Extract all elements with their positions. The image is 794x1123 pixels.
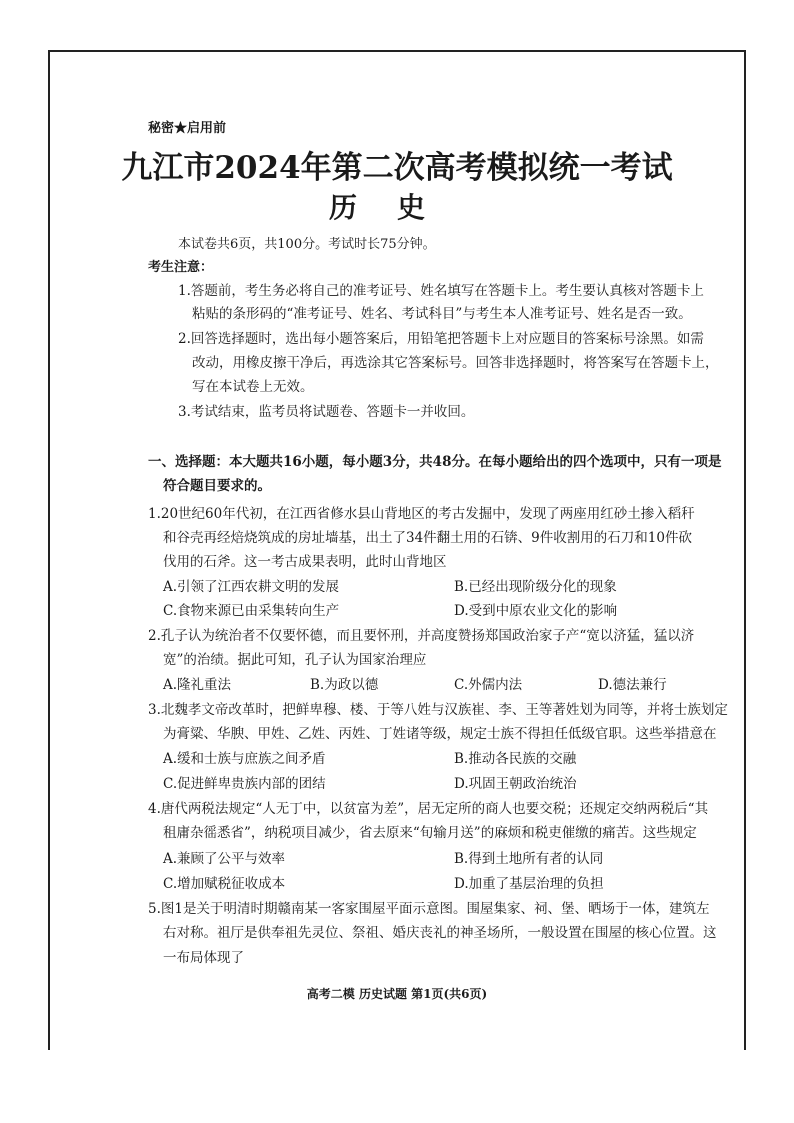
notice-line: 粘贴的条形码的“准考证号、姓名、考试科目”与考生本人准考证号、姓名是否一致。 xyxy=(192,306,692,322)
section-heading: 一、选择题：本大题共16小题，每小题3分，共48分。在每小题给出的四个选项中，只有一项是 xyxy=(148,454,722,470)
question-3-option-d: D.巩固王朝政治统治 xyxy=(454,776,577,792)
question-4-option-c: C.增加赋税征收成本 xyxy=(163,876,286,892)
question-5-text: 一布局体现了 xyxy=(163,950,244,966)
exam-title: 九江市2024年第二次高考模拟统一考试 xyxy=(121,150,673,186)
confidential-label: 秘密★启用前 xyxy=(148,121,227,136)
section-heading-cont: 符合题目要求的。 xyxy=(163,478,271,494)
question-2-option-c: C.外儒内法 xyxy=(454,677,523,693)
notice-line: 3.考试结束，监考员将试题卷、答题卡一并收回。 xyxy=(178,404,475,420)
question-2-option-a: A.隆礼重法 xyxy=(163,677,232,693)
question-3-text: 3.北魏孝文帝改革时，把鲜卑穆、楼、于等八姓与汉族崔、李、王等著姓划为同等，并将士族划定 xyxy=(148,702,728,718)
question-4-text: 4.唐代两税法规定“人无丁中，以贫富为差”，居无定所的商人也要交税；还规定交纳两税后“其 xyxy=(148,801,709,817)
question-5-text: 右对称。祖厅是供奉祖先灵位、祭祖、婚庆丧礼的神圣场所，一般设置在围屋的核心位置。这 xyxy=(163,925,717,941)
notice-line: 1.答题前，考生务必将自己的准考证号、姓名填写在答题卡上。考生要认真核对答题卡上 xyxy=(178,283,704,299)
notice-heading: 考生注意： xyxy=(148,260,214,275)
question-1-text: 和谷壳再经焙烧筑成的房址墙基，出土了34件翻土用的石锛、9件收割用的石刀和10件砍 xyxy=(163,530,692,546)
question-1-text: 伐用的石斧。这一考古成果表明，此时山背地区 xyxy=(163,554,447,570)
question-2-text: 2.孔子认为统治者不仅要怀德，而且要怀刑，并高度赞扬郑国政治家子产“宽以济猛，猛以济 xyxy=(148,628,695,644)
question-3-option-b: B.推动各民族的交融 xyxy=(454,751,577,767)
notice-line: 2.回答选择题时，选出每小题答案后，用铅笔把答题卡上对应题目的答案标号涂黑。如需 xyxy=(178,331,704,347)
question-2-option-b: B.为政以德 xyxy=(310,677,379,693)
question-4-option-b: B.得到土地所有者的认同 xyxy=(454,851,604,867)
notice-line: 写在本试卷上无效。 xyxy=(192,379,314,395)
question-4-option-a: A.兼顾了公平与效率 xyxy=(163,851,286,867)
question-3-text: 为膏粱、华腴、甲姓、乙姓、丙姓、丁姓诸等级，规定士族不得担任低级官职。这些举措意在 xyxy=(163,726,717,742)
question-4-option-d: D.加重了基层治理的负担 xyxy=(454,876,604,892)
page-footer: 高考二模 历史试题 第1页(共6页) xyxy=(306,987,488,1001)
question-5-text: 5.图1是关于明清时期赣南某一客家围屋平面示意图。围屋集家、祠、堡、晒场于一体，建筑左 xyxy=(148,901,710,917)
subject-title: 历史 xyxy=(328,191,465,224)
question-3-option-c: C.促进鲜卑贵族内部的团结 xyxy=(163,776,326,792)
page-border-top xyxy=(48,50,744,52)
question-1-option-b: B.已经出现阶级分化的现象 xyxy=(454,579,617,595)
question-1-option-d: D.受到中原农业文化的影响 xyxy=(454,603,618,619)
question-4-text: 租庸杂徭悉省”，纳税项目减少，省去原来“旬输月送”的麻烦和税吏催缴的痛苦。这些规定 xyxy=(163,825,697,841)
question-3-option-a: A.缓和士族与庶族之间矛盾 xyxy=(163,751,326,767)
question-1-text: 1.20世纪60年代初，在江西省修水县山背地区的考古发掘中，发现了两座用红砂土掺入稻秆 xyxy=(148,506,695,522)
notice-line: 改动，用橡皮擦干净后，再选涂其它答案标号。回答非选择题时，将答案写在答题卡上， xyxy=(192,355,719,371)
question-1-option-c: C.食物来源已由采集转向生产 xyxy=(163,603,340,619)
exam-intro: 本试卷共6页，共100分。考试时长75分钟。 xyxy=(178,237,436,252)
question-2-text: 宽”的治绩。据此可知，孔子认为国家治理应 xyxy=(163,652,427,668)
question-1-option-a: A.引领了江西农耕文明的发展 xyxy=(163,579,340,595)
question-2-option-d: D.德法兼行 xyxy=(598,677,667,693)
